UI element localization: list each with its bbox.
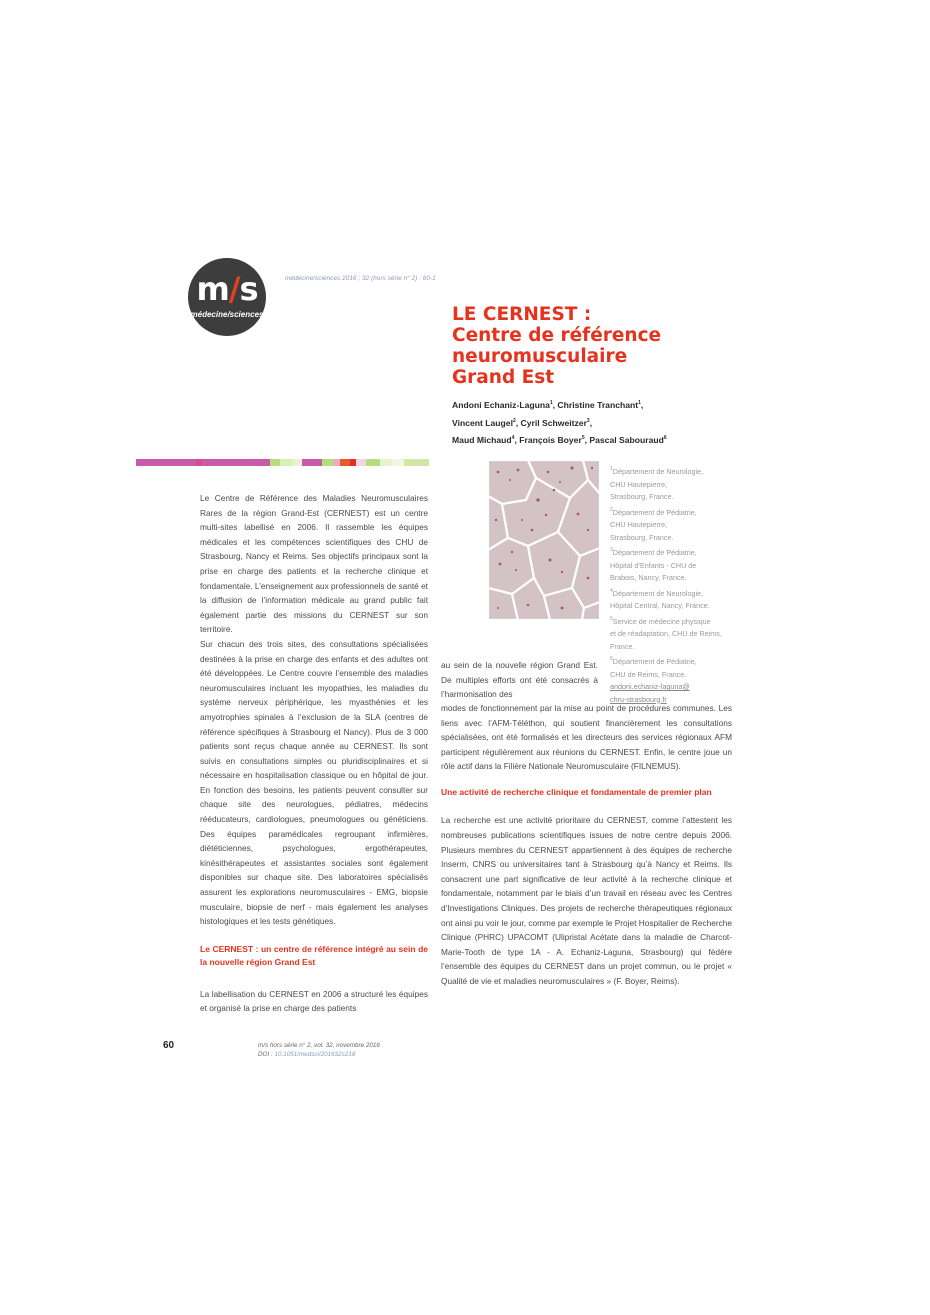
color-bar-segment [302,459,322,466]
doi-line: DOI : 10.1051/medsci/201632s218 [258,1051,356,1058]
citation-reference: médecine/sciences 2016 ; 32 (hors série n° 2) : 60-1 [285,275,436,282]
affiliation-line: CHU Hautepierre, [610,520,668,529]
affiliation-line: France. [610,641,635,651]
left-column [200,491,428,1016]
affiliation-line: CHU de Reims, France. [610,669,687,679]
author-list [452,396,692,449]
affiliation-line: $^2$Département de Pédiatrie, [610,506,697,517]
muscle-fiber-illustration [488,460,600,620]
logo-monogram: m/s [196,270,258,308]
muscle-biopsy-image [488,460,600,620]
title-line: Centre de référence [452,325,662,346]
affiliation-line: Strasbourg, France. [610,532,674,542]
logo-subtitle: médecine/sciences [190,310,264,319]
affiliation-line: $^3$Département de Pédiatrie, [610,547,697,557]
color-bar-segment [340,459,350,466]
affiliation-line: et de réadaptation, CHU de Reims, [610,629,722,638]
affiliation-line: $^5$Service de médecine physique [610,615,711,626]
affiliation-line: Brabois, Nancy, France. [610,573,687,582]
color-bar-segment [232,459,270,466]
section-heading: Une activité de recherche clinique et fondamentale de premier plan [441,786,712,797]
journal-issue: m/s hors série n° 2, vol. 32, novembre 2016 [258,1042,380,1049]
color-bar-segment [280,459,292,466]
journal-logo [188,258,266,336]
author-line: Vincent Laugel$^2$, Cyril Schweitzer$^3$, [452,417,593,428]
section-heading: Le CERNEST : un centre de référence intégré au sein de la nouvelle région Grand Est [200,943,428,968]
color-bar-segment [202,459,232,466]
affiliations [610,463,734,706]
color-bar-segment [392,459,404,466]
color-bar-segment [176,459,196,466]
color-bar-segment [366,459,380,466]
affiliation-line: $^1$Département de Neurologie, [610,466,704,476]
color-bar-segment [156,459,176,466]
decorative-color-bar [136,459,429,466]
footer-citation [258,1041,380,1059]
doi-link[interactable]: 10.1051/medsci/201632s218 [274,1051,356,1058]
title-line: LE CERNEST : [452,304,592,325]
color-bar-segment [322,459,334,466]
paragraph: La recherche est une activité prioritaire du CERNEST, comme l’attestent les nombreuses publications scientifiques issues de notre centre depuis 2006. Plusieurs membres du CERNEST appartiennent à des équipes de recherche Inserm, CNRS ou universitaires tant à Strasbourg qu’à Nancy et Reims. Ils consacrent une part significative de leur activité à la recherche clinique et fondamentale, notamment par le biais d’un travail en réseau avec les Centres d’Investigations Cliniques. Des projets de recherche thérapeutiques régionaux ont ainsi pu voir le jour, comme par exemple le Projet Hospitalier de Recherche Clinique (PHRC) UPACOMT (Ulipristal Acétate dans la maladie de Charcot-Marie-Tooth de type 1A - A. Echaniz-Laguna, Strasbourg) qui fédère l’ensemble des équipes du CERNEST dans un projet commun, ou le projet « Qualité de vie et maladies neuromusculaires » (F. Boyer, Reims). [441,815,732,986]
color-bar-segment [356,459,366,466]
paragraph: Sur chacun des trois sites, des consultations spécialisées destinées à la prise en charge des enfants et des adultes ont été développées. Le Centre couvre l’ensemble des maladies neuromusculaires incluant les myopathies, les maladies du système nerveux périphérique, les myasthénies et les amyotrophies spinales à l’exclusion de la SLA (centres de référence spécifiques à Strasbourg et Nancy). Plus de 3 000 patients sont reçus chaque année au CERNEST. Ils sont suivis en consultations simples ou pluridisciplinaires et si nécessaire en hospitalisation classique ou en hôpital de jour. En fonction des besoins, les patients peuvent consulter sur chaque site des neurologues, pédiatres, médecins rééducateurs, cardiologues, pneumologues ou généticiens. Des équipes paramédicales regroupant infirmières, diététiciennes, psychologues, ergothérapeutes, kinésithérapeutes et assistantes sociales sont également disponibles sur chaque site. Des laboratoires spécialisés assurent les explorations neuromusculaires - EMG, biopsie musculaire, biopsie de nerf - mais également les analyses histologiques et les tests génétiques. [200,638,428,927]
email-link[interactable]: chru-strasbourg.fr [610,694,667,704]
affiliation-line: Strasbourg, France. [610,492,674,501]
affiliation-line: Hôpital Central, Nancy, France. [610,601,710,610]
author-line: Maud Michaud$^4$, François Boyer$^5$, Pascal Sabouraud$^6$ [452,435,667,445]
paragraph: La labellisation du CERNEST en 2006 a structuré les équipes et organisé la prise en charge des patients [200,988,428,1014]
color-bar-segment [136,459,156,466]
paragraph: modes de fonctionnement par la mise au point de procédures communes. Les liens avec l’AFM-Téléthon, qui soutient financièrement les consultations spécialisées, ont été formalisés et les directeurs des services régionaux AFM participent régulièrement aux réunions du CERNEST. Enfin, le centre joue un rôle actif dans la Filière Nationale Neuromusculaire (FILNEMUS). [441,703,732,772]
color-bar-segment [380,459,392,466]
affiliation-line: Hôpital d’Enfants - CHU de [610,560,697,570]
paragraph: Le Centre de Référence des Maladies Neuromusculaires Rares de la région Grand-Est (CERNEST) est un centre multi-sites labellisé en 2006. Il rassemble les équipes médicales et les compétences scientifiques des CHU de Strasbourg, Nancy et Reims. Ses objectifs principaux sont la prise en charge des patients et la recherche clinique et fondamentale. L’enseignement aux professionnels de santé et la diffusion de l’information médicale au grand public fait également partie des missions du CERNEST sur son territoire. [200,493,428,635]
color-bar-segment [292,459,302,466]
affiliation-line: $^4$Département de Neurologie, [610,587,704,598]
email-link[interactable]: andoni.echaniz-laguna@ [610,682,690,691]
page-number: 60 [163,1040,175,1051]
title-line: neuromusculaire [452,346,628,367]
title-line: Grand Est [452,367,555,388]
right-column [441,701,732,989]
color-bar-segment [270,459,280,466]
affiliation-line: $^6$Département de Pédiatrie, [610,656,697,666]
color-bar-segment [404,459,429,466]
article-title [452,304,712,388]
paragraph-narrow: au sein de la nouvelle région Grand Est. De multiples efforts ont été consacrés à l’harmonisation des [441,660,598,700]
author-line: Andoni Echaniz-Laguna$^1$, Christine Tranchant$^1$, [452,400,644,410]
affiliation-line: CHU Hautepierre, [610,479,668,489]
